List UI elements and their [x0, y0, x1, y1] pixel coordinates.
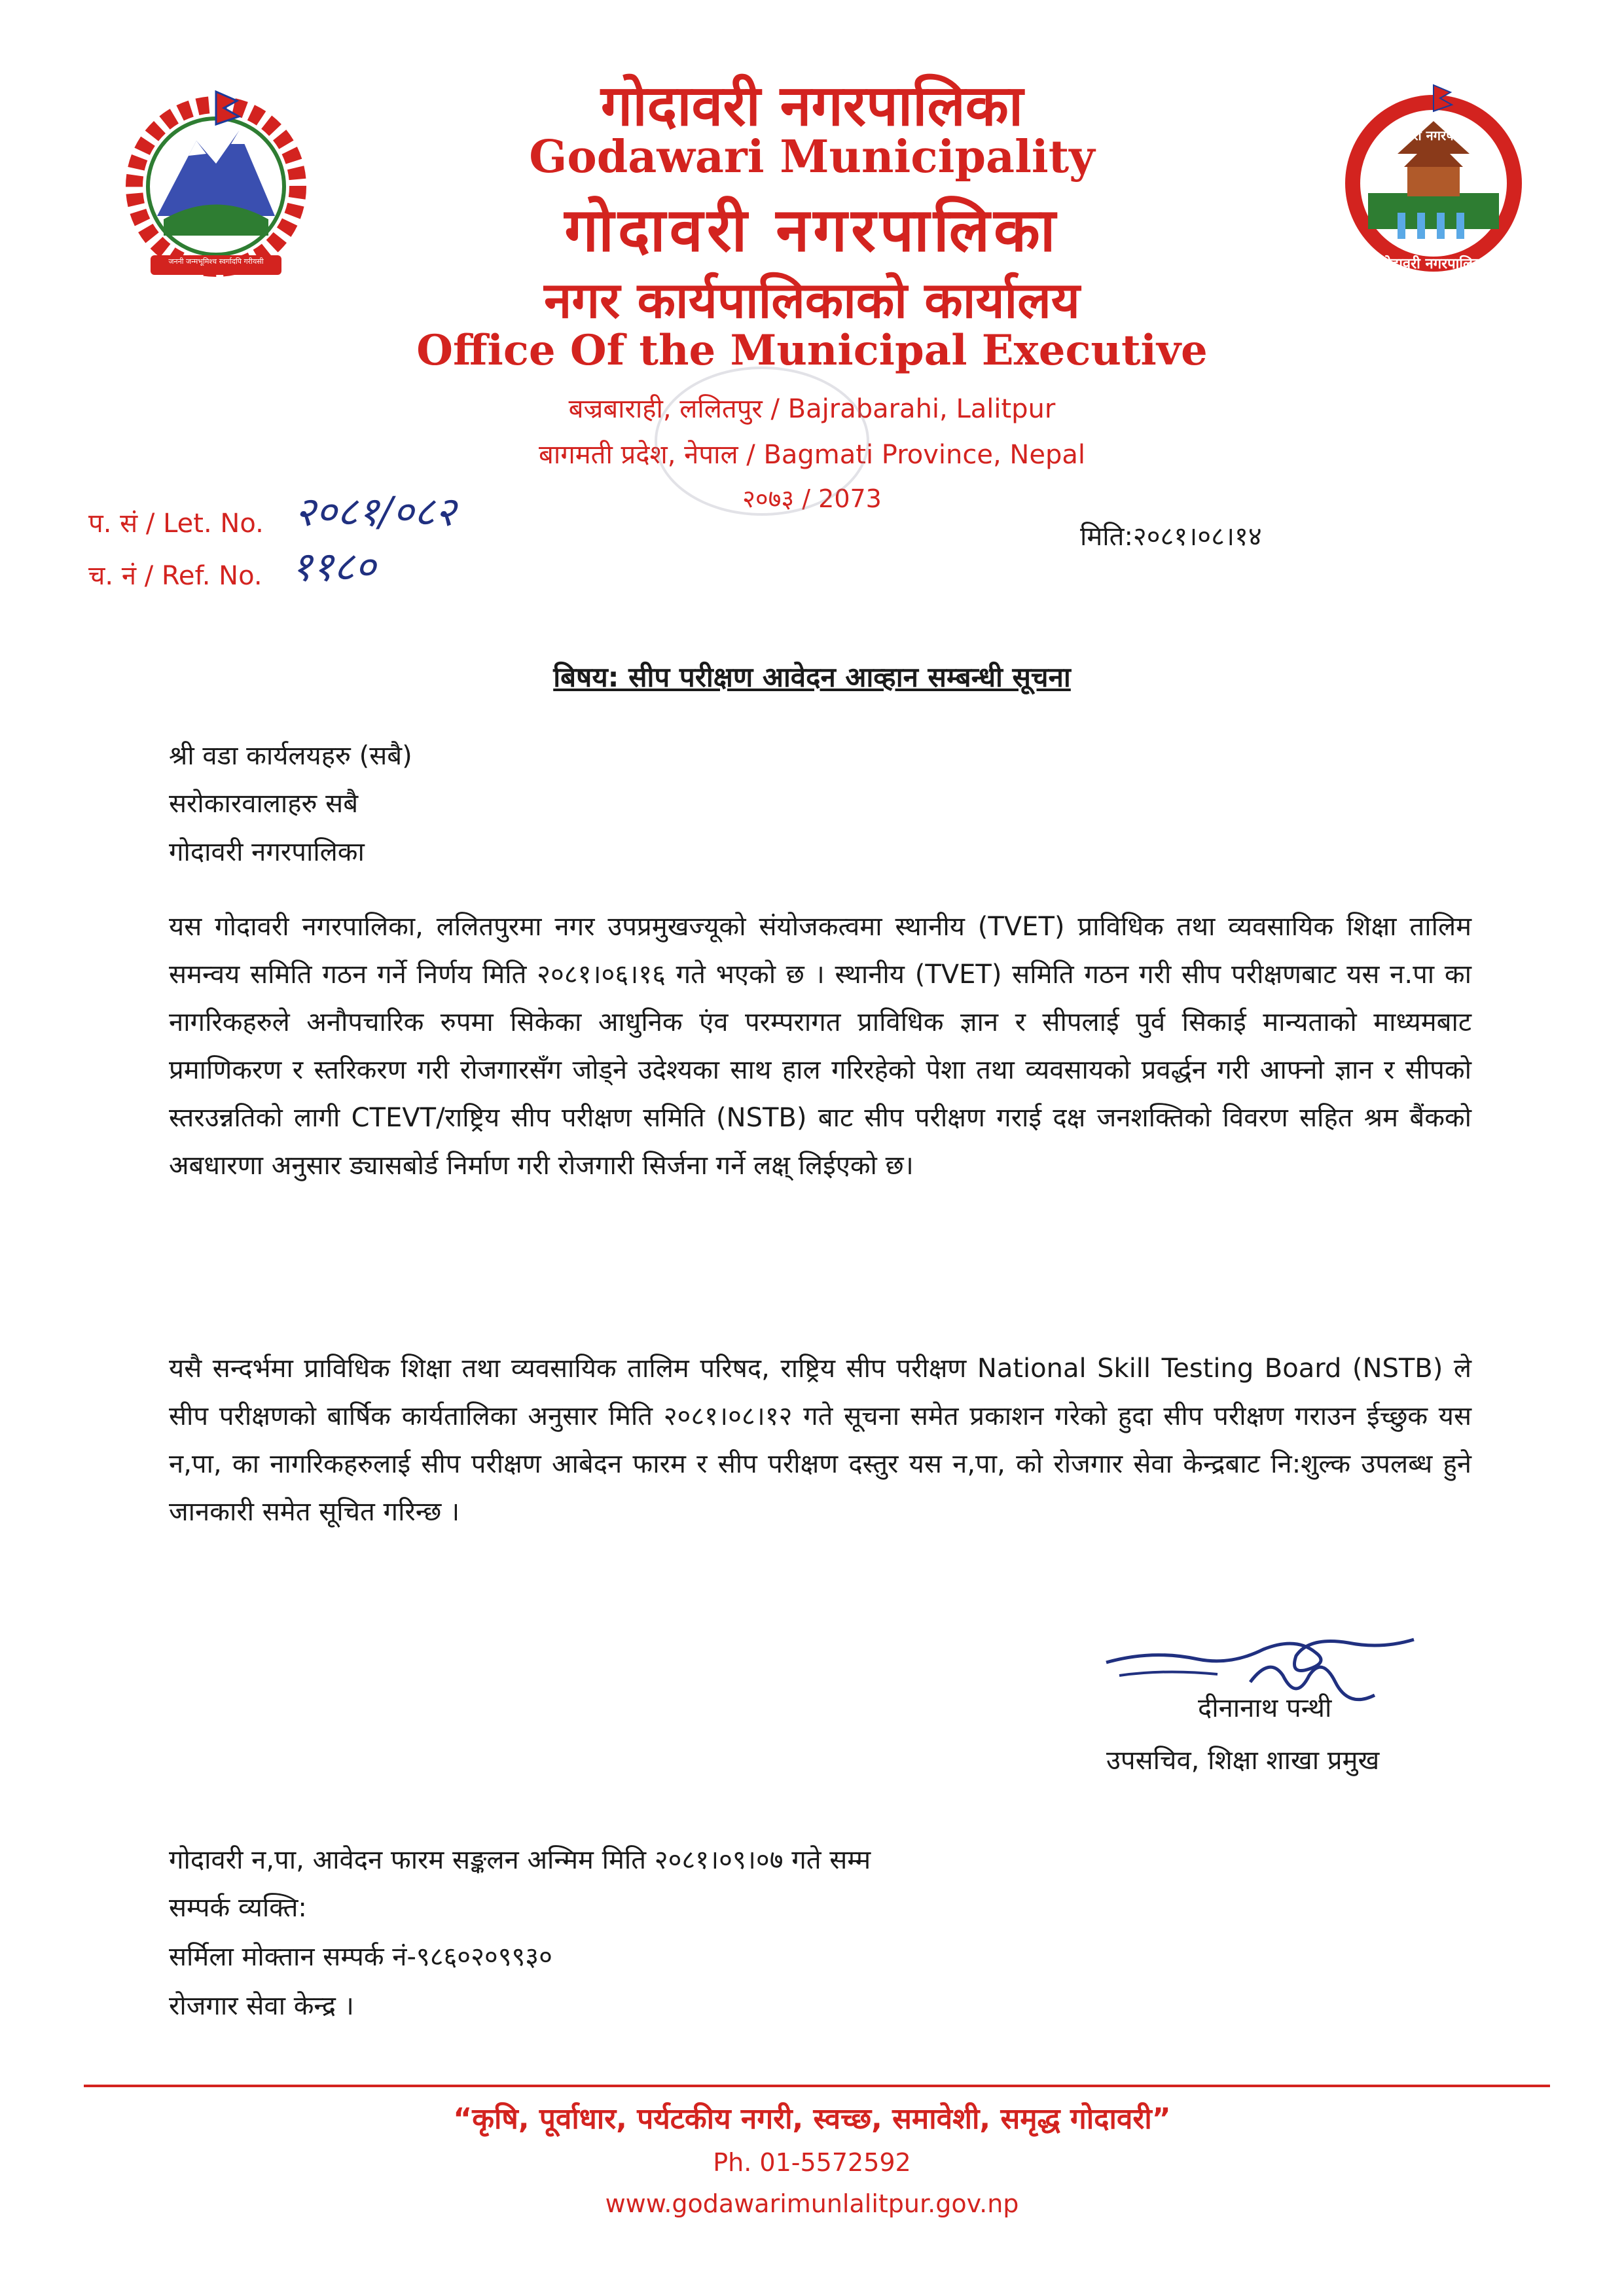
subject-line: बिषय: सीप परीक्षण आवेदन आव्हान सम्बन्धी सूचना — [553, 661, 1071, 693]
contact-line: रोजगार सेवा केन्द्र । — [169, 1991, 354, 2021]
footer-phone: Ph. 01-5572592 — [713, 2148, 911, 2177]
footer-divider — [84, 2085, 1550, 2087]
logo-caption-top: गोदावरी नगरपालिका — [1384, 128, 1483, 143]
municipality-name-stylized: गोदावरी नगरपालिका — [564, 194, 1060, 265]
office-name-np: नगर कार्यपालिकाको कार्यालय — [544, 271, 1080, 329]
emblem-motto: जननी जन्मभूमिश्च स्वर्गादपि गरीयसी — [168, 257, 264, 266]
address-line-2: बागमती प्रदेश, नेपाल / Bagmati Province, Nepal — [539, 440, 1085, 470]
body-paragraph-2: यसै सन्दर्भमा प्राविधिक शिक्षा तथा व्यवसायिक तालिम परिषद, राष्ट्रिय सीप परीक्षण National Skill Testing Board (NSTB) ले सीप परीक्षणको बार्षिक कार्यतालिका अनुसार मिति २०८१।०८।१२ गते सूचना समेत प्रकाशन गरेको हुदा सीप परीक्षण गराउन ईच्छुक यस न,पा, का नागरिकहरुलाई सीप परीक्षण आबेदन फारम र सीप परीक्षण दस्तुर यस न,पा, को रोजगार सेवा केन्द्रबाट नि:शुल्क उपलब्ध हुने जानकारी समेत सूचित गरिन्छ । — [169, 1354, 1471, 1527]
address-line-1: बज्रबाराही, ललितपुर / Bajrabarahi, Lalitpur — [568, 394, 1056, 424]
logo-caption-bottom: गोदावरी नगरपालिका — [1379, 256, 1488, 272]
letter-no-value: २०८१/०८२ — [295, 488, 456, 535]
contact-line: सम्पर्क व्यक्ति: — [169, 1893, 307, 1923]
ref-no-value: ११८० — [291, 543, 376, 590]
letter-date: मिति:२०८१।०८।१४ — [1080, 522, 1262, 552]
ref-no-label: च. नं / Ref. No. — [88, 561, 262, 591]
body-paragraph-1: यस गोदावरी नगरपालिका, ललितपुरमा नगर उपप्रमुखज्यूको संयोजकत्वमा स्थानीय (TVET) प्राविधिक तथा व्यवसायिक शिक्षा तालिम समन्वय समिति गठन गर्ने निर्णय मिति २०८१।०६।१६ गते भएको छ । स्थानीय (TVET) समिति गठन गरी सीप परीक्षणबाट यस न.पा का नागरिकहरुले अनौपचारिक रुपमा सिकेका आधुनिक एंव परम्परागत प्राविधिक ज्ञान र सीपलाई पुर्व सिकाई मान्यताको माध्यमबाट प्रमाणिकरण र स्तरिकरण गरी रोजगारसँग जोड्ने उदेश्यका साथ हाल गरिरहेको पेशा तथा व्यवसायको प्रवर्द्धन गरी आफ्नो ज्ञान र सीपको स्तरउन्नतिको लागी CTEVT/राष्ट्रिय सीप परीक्षण समिति (NSTB) बाट सीप परीक्षण गराई दक्ष जनशक्तिको विवरण सहित श्रम बैंकको अबधारणा अनुसार ड्यासबोर्ड निर्माण गरी रोजगारी सिर्जना गर्ने लक्ष् लिईएको छ। — [169, 912, 1471, 1181]
footer-website[interactable]: www.godawarimunlalitpur.gov.np — [605, 2189, 1019, 2218]
municipality-name-np: गोदावरी नगरपालिका — [600, 73, 1024, 139]
established-year: २०७३ / 2073 — [742, 484, 882, 513]
signatory-name: दीनानाथ पन्थी — [1198, 1693, 1332, 1723]
recipient-line: सरोकारवालाहरु सबै — [169, 789, 359, 819]
office-stamp-icon — [655, 367, 869, 516]
letter-no-label: प. सं / Let. No. — [88, 509, 264, 539]
municipality-name-en: Godawari Municipality — [529, 131, 1095, 183]
contact-line: सर्मिला मोक्तान सम्पर्क नं-९८६०२०९९३० — [169, 1942, 552, 1972]
signatory-designation: उपसचिव, शिक्षा शाखा प्रमुख — [1106, 1746, 1380, 1776]
office-name-en: Office Of the Municipal Executive — [416, 326, 1208, 375]
recipient-line: गोदावरी नगरपालिका — [169, 837, 365, 867]
recipient-line: श्री वडा कार्यलयहरु (सबै) — [169, 741, 412, 771]
contact-line: गोदावरी न,पा, आवेदन फारम सङ्कलन अन्मिम मिति २०८१।०९।०७ गते सम्म — [169, 1845, 871, 1875]
footer-slogan: “कृषि, पूर्वाधार, पर्यटकीय नगरी, स्वच्छ, समावेशी, समृद्ध गोदावरी” — [453, 2102, 1171, 2136]
